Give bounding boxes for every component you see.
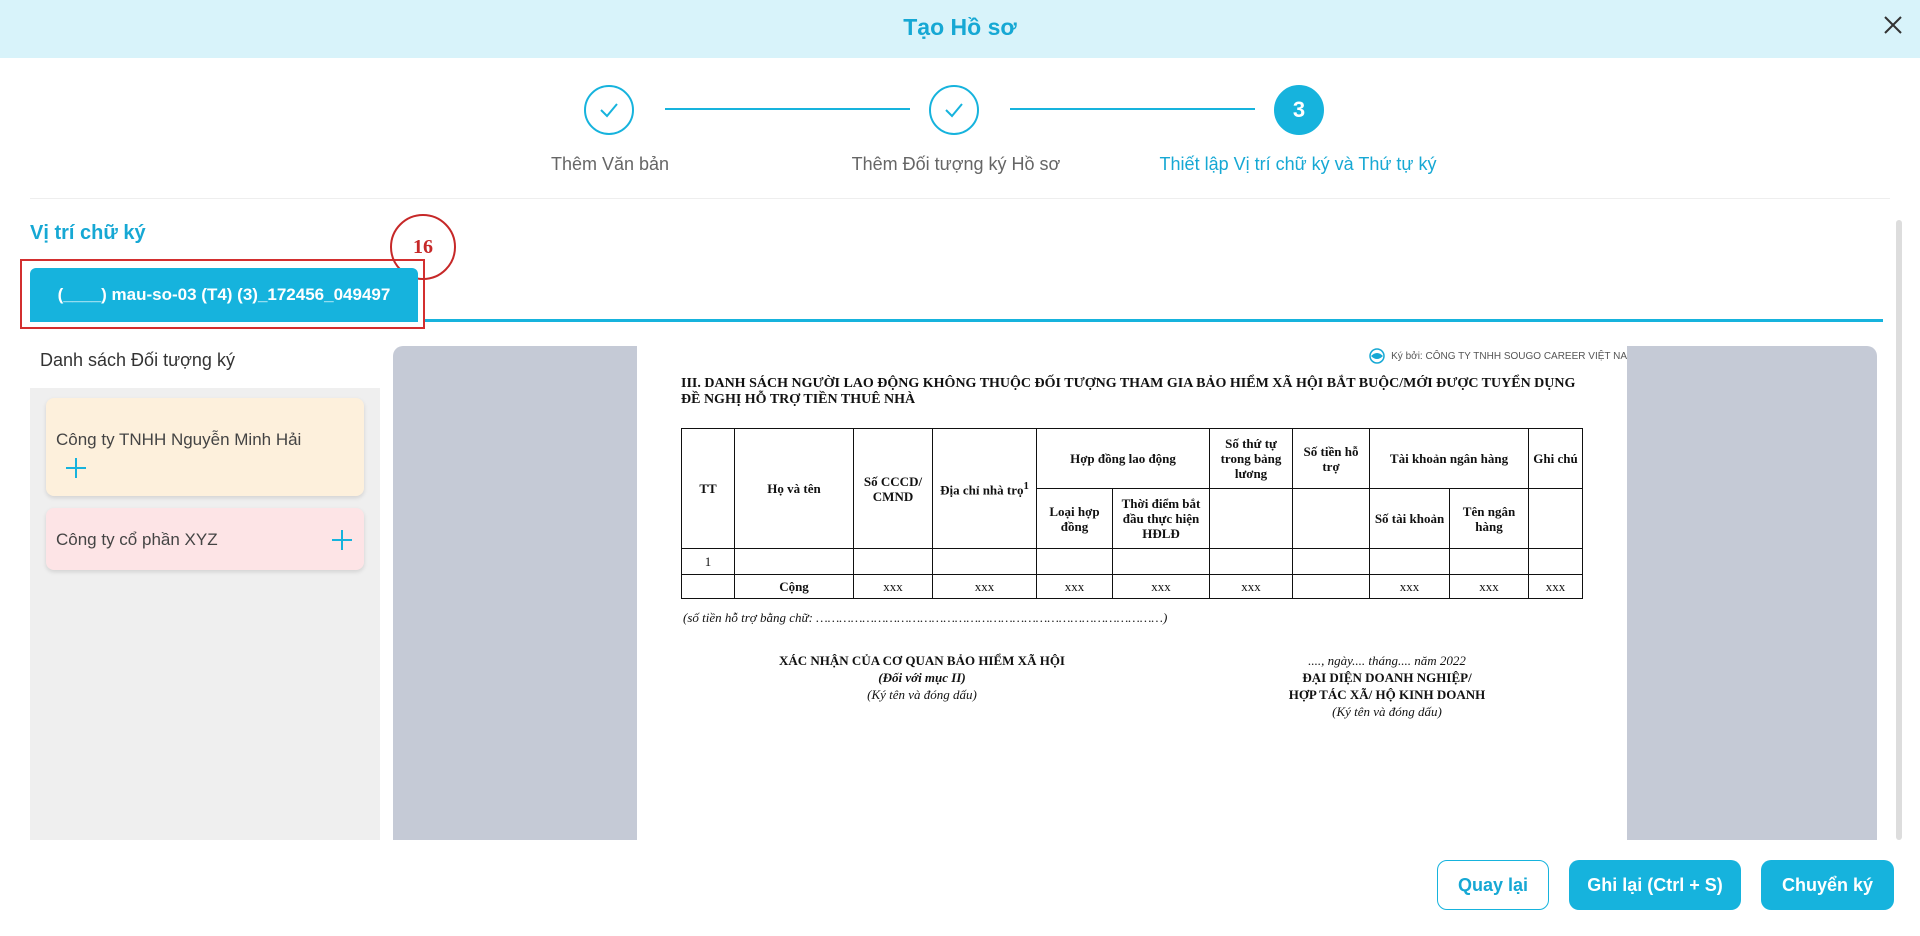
th-note: Ghi chú xyxy=(1529,429,1583,489)
th-contract-start: Thời điểm bắt đầu thực hiện HĐLĐ xyxy=(1113,489,1210,549)
modal-header xyxy=(0,0,1920,58)
save-button[interactable]: Ghi lại (Ctrl + S) xyxy=(1569,860,1741,910)
cell xyxy=(1210,549,1293,575)
confirm-right xyxy=(1237,652,1537,720)
step-2-label: Thêm Đối tượng ký Hồ sơ xyxy=(851,154,1061,174)
signed-by-stamp xyxy=(1366,348,1627,364)
annotation-badge: 16 xyxy=(390,214,456,280)
signed-by-text: Ký bởi: CÔNG TY TNHH SOUGO CAREER VIỆT NA xyxy=(1391,350,1627,362)
th-address-text: Địa chỉ nhà trọ xyxy=(940,482,1024,498)
step-1-label: Thêm Văn bản xyxy=(550,154,670,174)
amount-in-words: (số tiền hỗ trợ bằng chữ: ………………………………………………………………………………) xyxy=(683,610,1168,625)
confirm-right-title1: ĐẠI DIỆN DOANH NGHIỆP/ xyxy=(1302,670,1472,685)
step-3-label: Thiết lập Vị trí chữ ký và Thứ tự ký xyxy=(1159,154,1437,174)
divider xyxy=(30,198,1890,199)
step-connector xyxy=(665,108,910,110)
signer-list-title: Danh sách Đối tượng ký xyxy=(40,350,235,370)
th-bank: Tài khoản ngân hàng xyxy=(1370,429,1529,489)
th-tt: TT xyxy=(682,429,735,549)
cell xyxy=(1529,549,1583,575)
table-row xyxy=(682,549,1583,575)
document-tab[interactable]: (____) mau-so-03 (T4) (3)_172456_049497 xyxy=(30,268,418,322)
confirm-left xyxy=(752,652,1092,703)
signer-name: Công ty TNHH Nguyễn Minh Hải xyxy=(56,430,302,449)
cell xyxy=(1450,549,1529,575)
modal-title: Tạo Hồ sơ xyxy=(903,14,1017,40)
document-heading: III. DANH SÁCH NGƯỜI LAO ĐỘNG KHÔNG THUỘC ĐỐI TƯỢNG THAM GIA BẢO HIỂM XÃ HỘI BẮT BUỘC/MỚI ĐƯỢC TUYỂN DỤNG ĐỀ NGHỊ HỖ TRỢ TIỀN THUÊ NHÀ xyxy=(681,376,1576,407)
th-bank-name: Tên ngân hàng xyxy=(1450,489,1529,549)
confirm-right-date: ...., ngày.... tháng.... năm 2022 xyxy=(1308,653,1466,668)
cell xyxy=(682,575,735,599)
th-order-empty xyxy=(1210,489,1293,549)
signer-list xyxy=(30,388,380,840)
scrollbar[interactable] xyxy=(1896,220,1902,840)
cell xyxy=(1293,575,1370,599)
table-total-row xyxy=(682,575,1583,599)
tab-underline xyxy=(425,319,1883,322)
send-for-signing-button[interactable]: Chuyển ký xyxy=(1761,860,1894,910)
sougo-logo-icon xyxy=(1366,348,1388,364)
cell xyxy=(1113,549,1210,575)
th-address-sup: 1 xyxy=(1023,480,1029,493)
th-id: Số CCCD/ CMND xyxy=(854,429,933,549)
cell xyxy=(1370,549,1450,575)
step-3-number: 3 xyxy=(1274,85,1324,135)
confirm-left-sign: (Ký tên và đóng dấu) xyxy=(867,687,977,702)
cell xyxy=(735,549,854,575)
confirm-right-title2: HỢP TÁC XÃ/ HỘ KINH DOANH xyxy=(1288,687,1486,702)
th-contract: Hợp đồng lao động xyxy=(1037,429,1210,489)
th-name: Họ và tên xyxy=(735,429,854,549)
cell xyxy=(1293,549,1370,575)
document-page[interactable] xyxy=(637,346,1627,840)
add-signature-icon[interactable] xyxy=(330,528,354,552)
signer-card[interactable] xyxy=(46,398,364,496)
cell: xxx xyxy=(933,575,1037,599)
cell xyxy=(854,549,933,575)
cell: xxx xyxy=(1450,575,1529,599)
th-address xyxy=(933,429,1037,549)
close-icon[interactable] xyxy=(1882,14,1904,36)
step-2-check-icon xyxy=(929,85,979,135)
total-label: Cộng xyxy=(735,575,854,599)
confirm-left-title: XÁC NHẬN CỦA CƠ QUAN BẢO HIỂM XÃ HỘI xyxy=(778,653,1065,668)
step-1-check-icon xyxy=(584,85,634,135)
cell: xxx xyxy=(854,575,933,599)
th-contract-type: Loại hợp đồng xyxy=(1037,489,1113,549)
document-table xyxy=(681,428,1583,599)
cell: xxx xyxy=(1113,575,1210,599)
th-amount: Số tiền hỗ trợ xyxy=(1293,429,1370,489)
cell xyxy=(933,549,1037,575)
th-order: Số thứ tự trong bảng lương xyxy=(1210,429,1293,489)
th-amount-empty xyxy=(1293,489,1370,549)
th-account-no: Số tài khoản xyxy=(1370,489,1450,549)
cell: xxx xyxy=(1370,575,1450,599)
confirm-right-sign: (Ký tên và đóng dấu) xyxy=(1332,704,1442,719)
cell: xxx xyxy=(1529,575,1583,599)
document-viewer[interactable] xyxy=(393,346,1877,840)
add-signature-icon[interactable] xyxy=(64,456,88,480)
cell: xxx xyxy=(1210,575,1293,599)
th-note-empty xyxy=(1529,489,1583,549)
cell xyxy=(1037,549,1113,575)
signer-name: Công ty cổ phần XYZ xyxy=(56,530,218,549)
section-title: Vị trí chữ ký xyxy=(30,222,146,244)
cell: xxx xyxy=(1037,575,1113,599)
cell: 1 xyxy=(682,549,735,575)
back-button[interactable]: Quay lại xyxy=(1437,860,1549,910)
confirm-left-sub: (Đối với mục II) xyxy=(878,670,966,685)
step-connector xyxy=(1010,108,1255,110)
signer-card[interactable] xyxy=(46,508,364,570)
